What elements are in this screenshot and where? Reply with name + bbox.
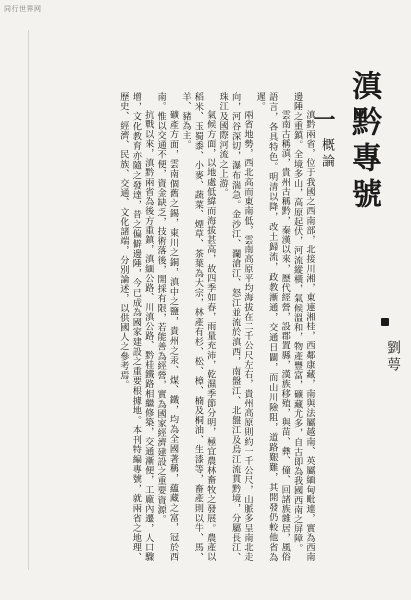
paragraph: 氣候方面，以地處低緯而海拔甚高，故四季如春，雨量充沛，乾濕季節分明，極宜農林畜牧之發展。農產以稻米、玉蜀黍、小麥、蔬菜、煙草、茶葉為大宗，林產有杉、松、樟、楠及桐油、生漆等，畜產則以牛、馬、羊、豬為主。 (179, 92, 216, 562)
article-title: 滇黔專號 (346, 70, 381, 214)
author-name: 劉萼 (385, 340, 401, 374)
paragraph: 抗戰以來，滇黔兩省為後方重鎮，滇緬公路、川滇公路、黔桂鐵路相繼修築，交通漸便，工廠內遷，人口驟增，文化教育亦隨之發達，昔之偏僻邊陲，今已成為國家建設之重要根據地。本刊特編專號，就兩省之地理、歷史、經濟、民族、交通、文化諸端，分別論述，以供國人之參考焉。 (117, 92, 154, 562)
section-number: 一 (310, 108, 336, 130)
watermark: 同行世界网 (4, 5, 42, 13)
paragraph: 礦產方面，雲南個舊之錫，東川之銅，滇中之鹽，貴州之汞、煤、鐵，均為全國著稱，蘊藏之富，冠於西南。惟以交通不便，資金缺乏，技術落後，開採有限，若能善為經營，實為國家經濟建設之重要資源。 (155, 92, 179, 562)
article-body (15, 92, 315, 562)
paragraph: 兩省地勢，西北高而東南低，雲南高原平均海拔在二千公尺左右，貴州高原則約一千公尺，山脈多呈南北走向，河谷深切，瀑布湍急。金沙江、瀾滄江、怒江並流於滇西，南盤江、北盤江及烏江流貫黔境，分屬長江、珠江及國際河流之上游。 (217, 92, 253, 562)
author-marker-icon (381, 318, 389, 326)
paragraph: 滇黔兩省，位于我國之西南部，北接川湘，東連湘桂，西鄰康藏，南與法屬越南、英屬緬甸毗連，實為西南邊陲之重鎮。全境多山，高原起伏，河流縱橫，氣候溫和，物產豐富，礦藏尤多，自古即為我國西南之屏障。 (291, 92, 315, 562)
paragraph: 雲南古稱滇，貴州古稱黔，秦漢以來，歷代經營，設郡置縣，漢族移殖，與苗、彝、僮、回諸族雜居，風俗語言，各具特色。明清以降，改土歸流，政教漸通，交通日闢，而山川險阻，道路艱難，其開發仍較他省為遲。 (254, 92, 291, 562)
section-title: 概論 (319, 138, 334, 170)
